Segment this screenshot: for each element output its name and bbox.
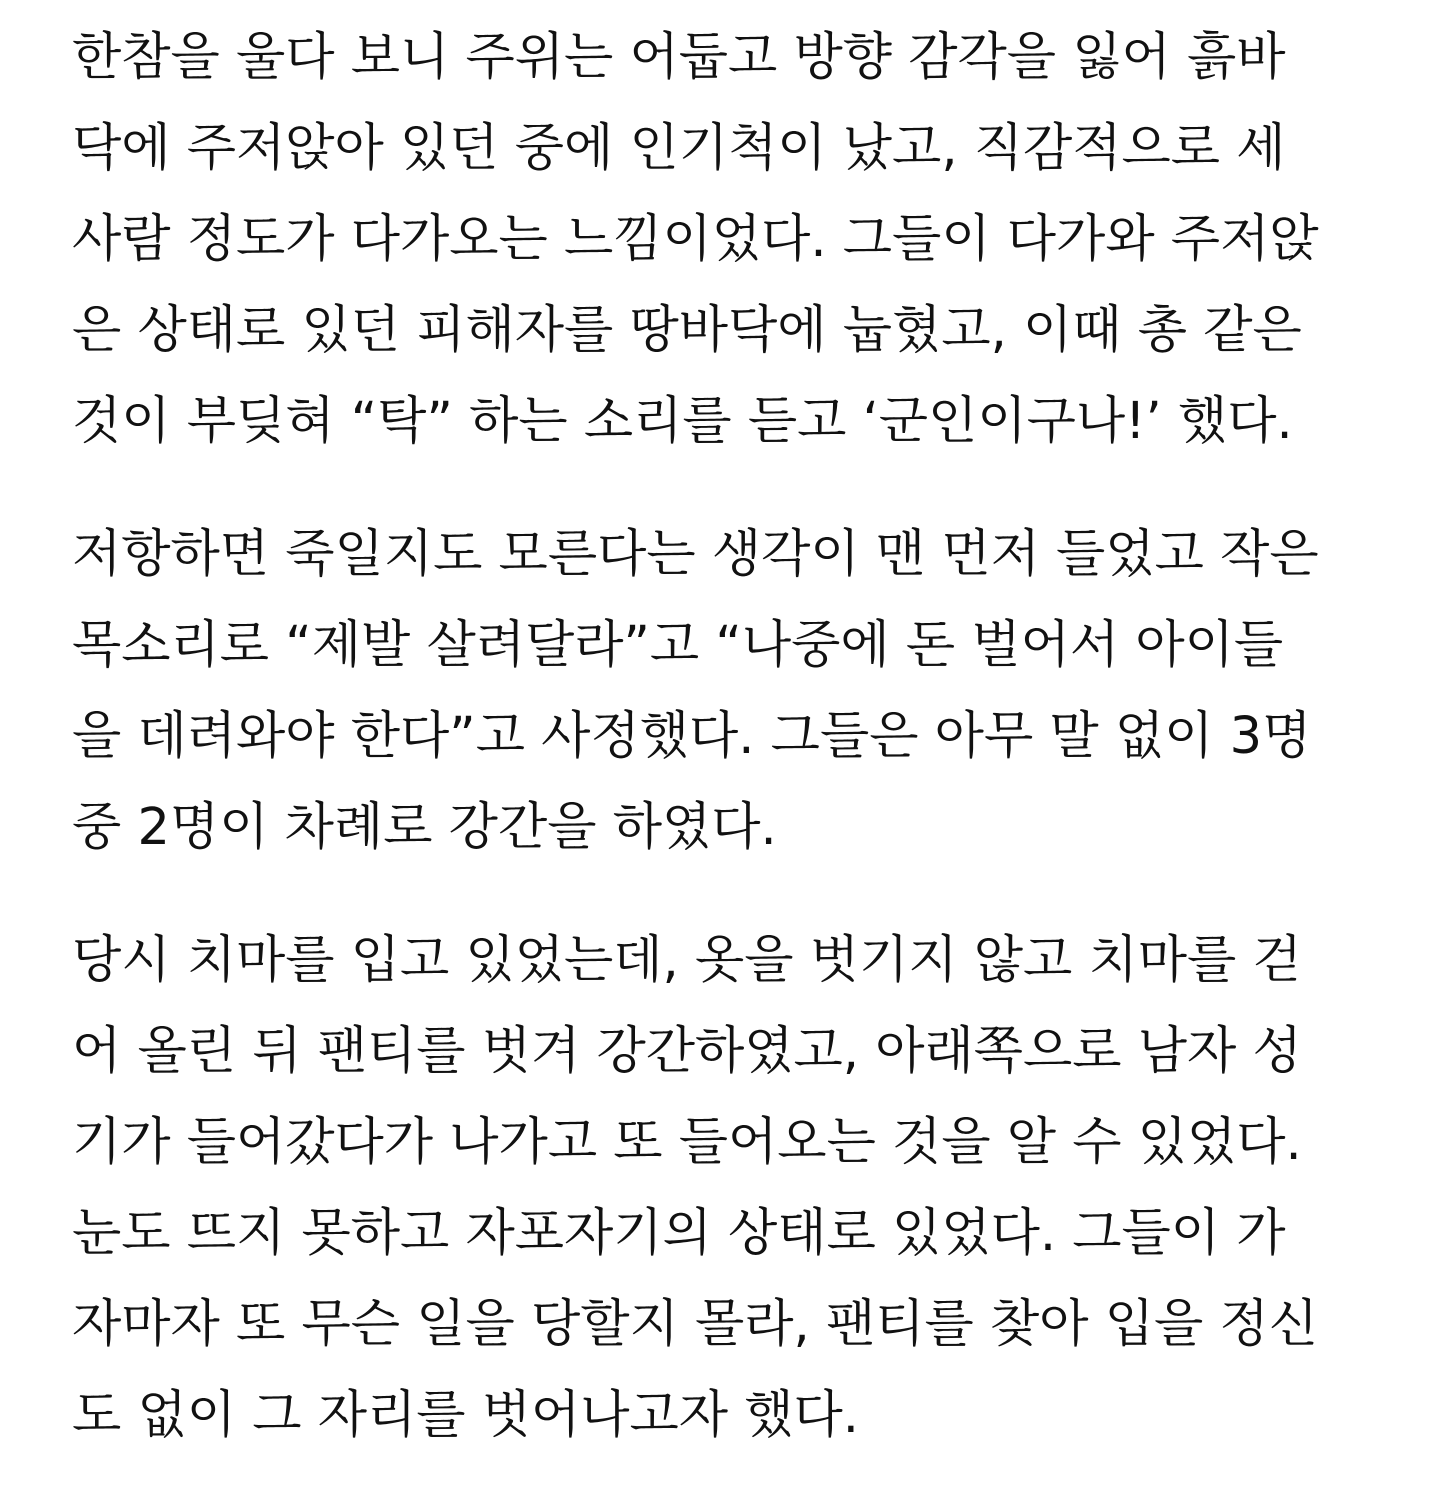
article-body bbox=[72, 12, 1372, 1461]
text-line: 닥에 주저앉아 있던 중에 인기척이 났고, 직감적으로 세 bbox=[72, 119, 1286, 178]
text-line: 사람 정도가 다가오는 느낌이었다. 그들이 다가와 주저앉 bbox=[72, 210, 1319, 269]
text-line: 목소리로 “제발 살려달라”고 “나중에 돈 벌어서 아이들 bbox=[72, 616, 1284, 675]
text-line: 어 올린 뒤 팬티를 벗겨 강간하였고, 아래쪽으로 남자 성 bbox=[72, 1022, 1302, 1081]
paragraph-3 bbox=[72, 915, 1372, 1461]
text-line: 은 상태로 있던 피해자를 땅바닥에 눕혔고, 이때 총 같은 bbox=[72, 301, 1302, 360]
paragraph-2 bbox=[72, 509, 1372, 873]
text-line: 것이 부딪혀 “탁” 하는 소리를 듣고 ‘군인이구나!’ 했다. bbox=[72, 392, 1293, 451]
text-line: 당시 치마를 입고 있었는데, 옷을 벗기지 않고 치마를 걷 bbox=[72, 931, 1302, 990]
text-line: 중 2명이 차례로 강간을 하였다. bbox=[72, 798, 777, 857]
text-line: 기가 들어갔다가 나가고 또 들어오는 것을 알 수 있었다. bbox=[72, 1113, 1302, 1172]
paragraph-1 bbox=[72, 12, 1372, 467]
text-line: 한참을 울다 보니 주위는 어둡고 방향 감각을 잃어 흙바 bbox=[72, 28, 1286, 87]
text-line: 을 데려와야 한다”고 사정했다. 그들은 아무 말 없이 3명 bbox=[72, 707, 1312, 766]
text-line: 저항하면 죽일지도 모른다는 생각이 맨 먼저 들었고 작은 bbox=[72, 525, 1319, 584]
text-line: 눈도 뜨지 못하고 자포자기의 상태로 있었다. 그들이 가 bbox=[72, 1204, 1286, 1263]
text-line: 도 없이 그 자리를 벗어나고자 했다. bbox=[72, 1386, 859, 1445]
text-line: 자마자 또 무슨 일을 당할지 몰라, 팬티를 찾아 입을 정신 bbox=[72, 1295, 1318, 1354]
